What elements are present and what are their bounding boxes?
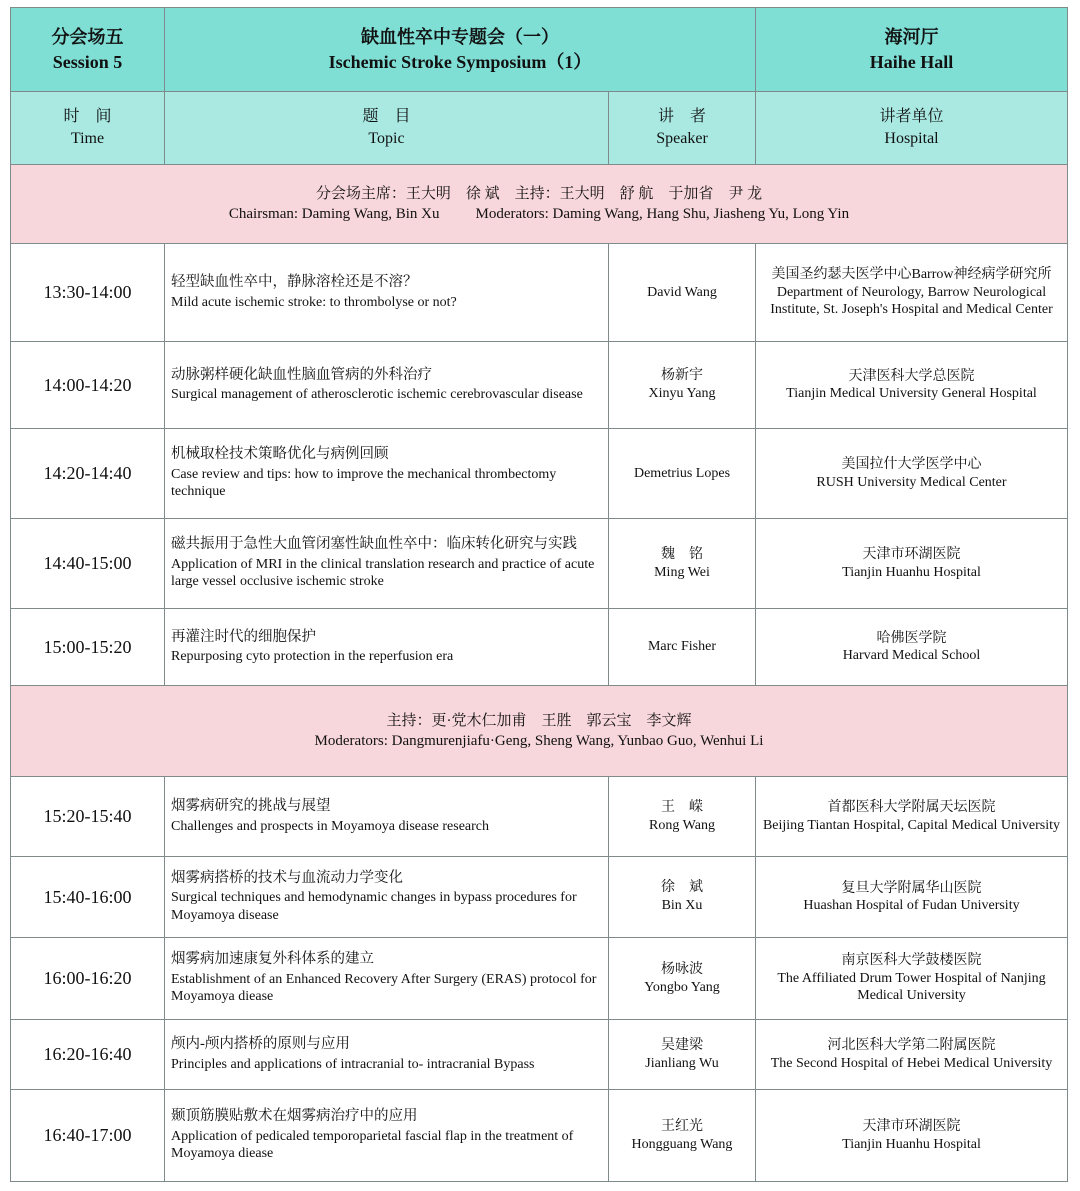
- chair-row-2: [11, 686, 1068, 777]
- speaker-en: Demetrius Lopes: [633, 465, 731, 481]
- chair1-cn: 分会场主席：王大明 徐 斌 主持：王大明 舒 航 于加省 尹 龙: [315, 186, 763, 202]
- time-cell: 15:40-16:00: [11, 857, 165, 938]
- col-topic-cn: 题 目: [362, 108, 411, 125]
- col-time-en: Time: [70, 130, 105, 147]
- topic-cell: [165, 244, 609, 342]
- speaker-cell: [609, 777, 756, 857]
- chair2-cn: 主持：更·党木仁加甫 王胜 郭云宝 李文辉: [386, 713, 692, 729]
- chair-row-1: [11, 165, 1068, 244]
- topic-en: Mild acute ischemic stroke: to thrombolyse or not?: [171, 294, 457, 310]
- chair1-en: [11, 204, 1067, 224]
- hospital-cn: 哈佛医学院: [876, 630, 947, 646]
- speaker-cell: [609, 244, 756, 342]
- topic-cn: 磁共振用于急性大血管闭塞性缺血性卒中：临床转化研究与实践: [171, 536, 577, 553]
- hospital-cell: [756, 609, 1068, 686]
- session-en: Session 5: [52, 51, 123, 72]
- speaker-cn: 吴建梁: [661, 1037, 703, 1053]
- time-cell: 16:00-16:20: [11, 938, 165, 1020]
- hospital-en: Huashan Hospital of Fudan University: [803, 898, 1020, 913]
- speaker-cell: [609, 519, 756, 609]
- hospital-cell: [756, 429, 1068, 519]
- topic-cell: [165, 777, 609, 857]
- hospital-en: Beijing Tiantan Hospital, Capital Medical University: [762, 817, 1061, 833]
- speaker-cell: [609, 342, 756, 429]
- topic-cell: [165, 519, 609, 609]
- hospital-cell: [756, 1090, 1068, 1182]
- chair-cell-1: [11, 165, 1068, 244]
- hospital-cell: [756, 244, 1068, 342]
- topic-cn: 颅内-颅内搭桥的原则与应用: [171, 1036, 350, 1052]
- chair1-en-moderators: Moderators: Daming Wang, Hang Shu, Jiasheng Yu, Long Yin: [475, 206, 850, 222]
- col-hospital-cn: 讲者单位: [879, 108, 944, 125]
- time-cell: 14:20-14:40: [11, 429, 165, 519]
- session-header-row: [11, 8, 1068, 92]
- topic-cell: [165, 938, 609, 1020]
- chair1-en-chair: Chairsman: Daming Wang, Bin Xu: [228, 206, 440, 222]
- hospital-cell: [756, 1020, 1068, 1090]
- hospital-cn: 复旦大学附属华山医院: [841, 880, 982, 896]
- table-row: [11, 244, 1068, 342]
- hospital-cn: 天津市环湖医院: [862, 547, 961, 562]
- topic-cn: 颞顶筋膜贴敷术在烟雾病治疗中的应用: [171, 1108, 418, 1125]
- topic-cell: [165, 1090, 609, 1182]
- topic-en: Repurposing cyto protection in the reperfusion era: [171, 649, 454, 664]
- topic-cn: 动脉粥样硬化缺血性脑血管病的外科治疗: [171, 366, 432, 383]
- hospital-cn: 美国拉什大学医学中心: [841, 457, 982, 472]
- topic-en: Application of MRI in the clinical translation research and practice of acute large vessel occlusive ischemic stroke: [171, 556, 595, 590]
- speaker-cn: 魏 铭: [661, 546, 703, 562]
- speaker-cell: [609, 1090, 756, 1182]
- hospital-cn: 美国圣约瑟夫医学中心Barrow神经病学研究所: [771, 267, 1052, 283]
- topic-cn: 烟雾病搭桥的技术与血流动力学变化: [171, 869, 403, 886]
- time-cell: 15:20-15:40: [11, 777, 165, 857]
- speaker-en: Jianliang Wu: [645, 1055, 719, 1071]
- speaker-en: Bin Xu: [661, 898, 703, 913]
- table-row: [11, 1020, 1068, 1090]
- hospital-cn: 天津医科大学总医院: [848, 368, 975, 384]
- hospital-cn: 南京医科大学鼓楼医院: [841, 953, 982, 969]
- topic-cn: 机械取栓技术策略优化与病例回顾: [171, 446, 389, 463]
- speaker-cn: 杨咏波: [661, 961, 703, 977]
- session-cell: [11, 8, 165, 92]
- speaker-cn: 杨新宇: [661, 368, 703, 383]
- speaker-en: Marc Fisher: [647, 639, 717, 654]
- hospital-cell: [756, 777, 1068, 857]
- table-row: [11, 342, 1068, 429]
- table-row: [11, 519, 1068, 609]
- topic-en: Surgical techniques and hemodynamic changes in bypass procedures for Moyamoya disease: [171, 890, 577, 923]
- speaker-cn: 徐 斌: [661, 880, 703, 895]
- speaker-en: David Wang: [647, 284, 717, 300]
- hospital-cell: [756, 342, 1068, 429]
- col-speaker-cn: 讲 者: [657, 108, 706, 125]
- hospital-cell: [756, 938, 1068, 1020]
- title-en: Ischemic Stroke Symposium（1）: [328, 51, 592, 72]
- time-cell: 14:40-15:00: [11, 519, 165, 609]
- symposium-title-cell: [165, 8, 756, 92]
- topic-cn: 烟雾病加速康复外科体系的建立: [171, 951, 374, 968]
- topic-cn: 烟雾病研究的挑战与展望: [171, 798, 331, 814]
- col-speaker-en: Speaker: [656, 130, 708, 147]
- time-cell: 13:30-14:00: [11, 244, 165, 342]
- speaker-cell: [609, 1020, 756, 1090]
- schedule-document: [10, 7, 1067, 1182]
- table-row: [11, 938, 1068, 1020]
- column-header-row: [11, 92, 1068, 165]
- hospital-en: The Affiliated Drum Tower Hospital of Nanjing Medical University: [777, 970, 1046, 1004]
- table-row: [11, 429, 1068, 519]
- topic-cell: [165, 342, 609, 429]
- hospital-cn: 天津市环湖医院: [862, 1119, 961, 1134]
- hospital-cell: [756, 519, 1068, 609]
- table-row: [11, 857, 1068, 938]
- col-topic-en: Topic: [368, 130, 405, 147]
- table-row: [11, 777, 1068, 857]
- topic-en: Principles and applications of intracranial to- intracranial Bypass: [171, 1056, 535, 1072]
- topic-en: Case review and tips: how to improve the mechanical thrombectomy technique: [171, 466, 557, 500]
- session-cn: 分会场五: [51, 26, 124, 47]
- speaker-en: Rong Wang: [649, 817, 715, 833]
- col-hospital-header: [756, 92, 1068, 165]
- hospital-cn: 河北医科大学第二附属医院: [827, 1038, 996, 1053]
- speaker-en: Yongbo Yang: [644, 979, 720, 995]
- time-cell: 16:20-16:40: [11, 1020, 165, 1090]
- hospital-en: Harvard Medical School: [842, 648, 981, 663]
- speaker-cell: [609, 609, 756, 686]
- hall-cn: 海河厅: [884, 26, 939, 47]
- speaker-en: Ming Wei: [654, 564, 710, 580]
- topic-cn: 轻型缺血性卒中，静脉溶栓还是不溶？: [171, 274, 418, 290]
- table-row: [11, 609, 1068, 686]
- speaker-cn: 王 嵘: [661, 799, 703, 815]
- speaker-en: Xinyu Yang: [648, 386, 716, 401]
- col-time-header: [11, 92, 165, 165]
- speaker-cell: [609, 429, 756, 519]
- title-cn: 缺血性卒中专题会（一）: [361, 26, 559, 47]
- hospital-cell: [756, 857, 1068, 938]
- topic-en: Surgical management of atherosclerotic ischemic cerebrovascular disease: [171, 387, 583, 402]
- topic-cell: [165, 609, 609, 686]
- time-cell: 16:40-17:00: [11, 1090, 165, 1182]
- hospital-en: Tianjin Huanhu Hospital: [842, 564, 981, 580]
- speaker-cell: [609, 938, 756, 1020]
- hospital-en: The Second Hospital of Hebei Medical University: [770, 1055, 1053, 1071]
- speaker-en: Hongguang Wang: [631, 1136, 733, 1152]
- topic-cell: [165, 1020, 609, 1090]
- table-row: [11, 1090, 1068, 1182]
- col-time-cn: 时 间: [63, 108, 112, 125]
- chair2-en: Moderators: Dangmurenjiafu·Geng, Sheng Wang, Yunbao Guo, Wenhui Li: [314, 733, 764, 749]
- col-topic-header: [165, 92, 609, 165]
- topic-en: Establishment of an Enhanced Recovery After Surgery (ERAS) protocol for Moyamoya diease: [171, 971, 597, 1005]
- topic-cn: 再灌注时代的细胞保护: [171, 628, 316, 645]
- hospital-en: Tianjin Medical University General Hospital: [786, 386, 1037, 401]
- hall-cell: [756, 8, 1068, 92]
- topic-cell: [165, 429, 609, 519]
- speaker-cell: [609, 857, 756, 938]
- speaker-cn: 王红光: [661, 1118, 703, 1134]
- schedule-table: [10, 7, 1068, 1182]
- time-cell: 14:00-14:20: [11, 342, 165, 429]
- topic-en: Challenges and prospects in Moyamoya disease research: [171, 818, 490, 834]
- col-hospital-en: Hospital: [884, 130, 939, 147]
- time-cell: 15:00-15:20: [11, 609, 165, 686]
- topic-en: Application of pedicaled temporoparietal fascial flap in the treatment of Moyamoya diease: [171, 1128, 574, 1162]
- topic-cell: [165, 857, 609, 938]
- hall-en: Haihe Hall: [869, 51, 954, 72]
- hospital-cn: 首都医科大学附属天坛医院: [827, 800, 996, 815]
- hospital-en: Department of Neurology, Barrow Neurological Institute, St. Joseph's Hospital and Medical Center: [770, 284, 1053, 318]
- chair-cell-2: [11, 686, 1068, 777]
- col-speaker-header: [609, 92, 756, 165]
- hospital-en: RUSH University Medical Center: [816, 474, 1007, 490]
- hospital-en: Tianjin Huanhu Hospital: [842, 1136, 981, 1152]
